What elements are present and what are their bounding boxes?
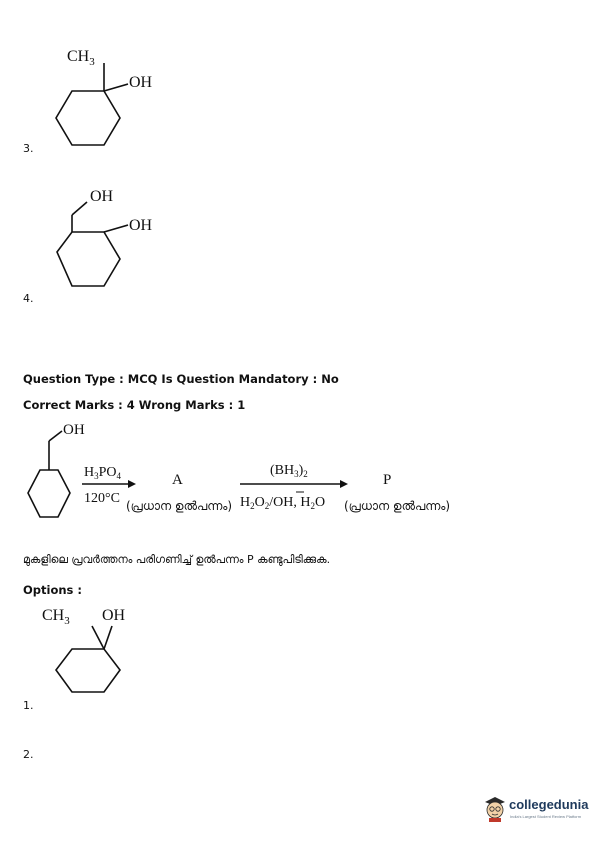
reagent1-bottom: 120°C <box>84 491 120 506</box>
reagent2-top: $(BH_3)_2$ <box>270 463 308 479</box>
brand-mascot-icon <box>482 794 508 822</box>
intermediate-note: (പ്രധാന ഉൽപന്നം) <box>126 499 233 513</box>
option1-number[interactable]: 1. <box>23 699 34 712</box>
brand-name: collegedunia <box>509 797 589 812</box>
product-label: P <box>383 472 392 488</box>
start-oh-label: OH <box>63 422 85 438</box>
option1-ch3-label: $CH_3$ <box>42 607 70 627</box>
options-heading: Options : <box>23 583 82 597</box>
product-note: (പ്രധാന ഉൽപന്നം) <box>344 499 451 513</box>
intermediate-label: A <box>172 472 183 488</box>
oh-right-label: OH <box>129 217 153 234</box>
brand-tagline: India's Largest Student Review Platform <box>510 814 582 819</box>
start-ring <box>28 431 70 517</box>
question-marks-line: Correct Marks : 4 Wrong Marks : 1 <box>23 398 246 412</box>
reaction-scheme <box>20 418 470 530</box>
oh-top-label: OH <box>90 188 114 205</box>
option1-structure[interactable] <box>30 598 170 703</box>
reagent1-top: $H_3PO_4$ <box>84 465 122 481</box>
reagent2-bottom: $H_2O_2/OH$, $H_2O$ <box>240 495 326 511</box>
question-type-line: Question Type : MCQ Is Question Mandatory : No <box>23 372 339 386</box>
option3-number: 3. <box>23 142 34 155</box>
question-text: മുകളിലെ പ്രവർത്തനം പരിഗണിച്ച് ഉൽപന്നം P കണ്ടുപിടിക്കുക. <box>23 553 331 566</box>
ch3-label: $CH_3$ <box>67 48 95 68</box>
option2-number[interactable]: 2. <box>23 748 34 761</box>
oh-label: OH <box>129 74 153 91</box>
option1-oh-label: OH <box>102 607 126 624</box>
option4-structure <box>30 180 170 305</box>
option3-structure <box>30 40 170 155</box>
brand-logo <box>482 794 588 824</box>
option4-number: 4. <box>23 292 34 305</box>
